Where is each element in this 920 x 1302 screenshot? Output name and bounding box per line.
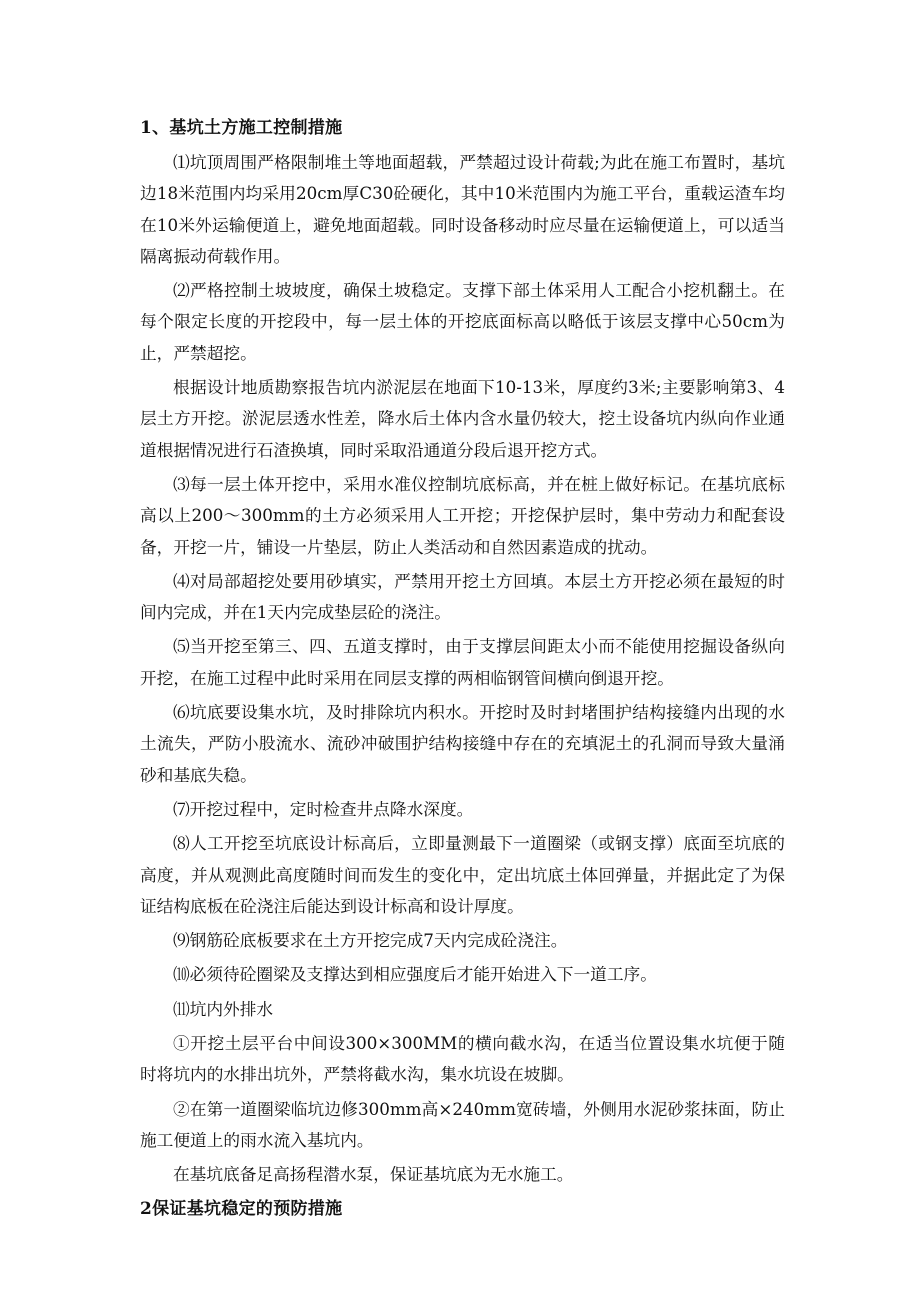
- paragraph: ⑹坑底要设集水坑，及时排除坑内积水。开挖时及时封堵围护结构接缝内出现的水土流失，严防小股流水、流砂冲破围护结构接缝中存在的充填泥土的孔洞而导致大量涌砂和基底失稳。: [140, 702, 785, 785]
- paragraph: ⑼钢筋砼底板要求在土方开挖完成7天内完成砼浇注。: [173, 930, 568, 951]
- paragraph: ⑴坑顶周围严格限制堆土等地面超载，严禁超过设计荷载;为此在施工布置时，基坑边18米范围内均采用20cm厚C30砼硬化，其中10米范围内为施工平台，重载运渣车均在10米外运输便道上，避免地面超载。同时设备移动时应尽量在运输便道上，可以适当隔离振动荷载作用。: [140, 152, 785, 266]
- document-page: [140, 112, 785, 1225]
- paragraph: 根据设计地质勘察报告坑内淤泥层在地面下10-13米，厚度约3米;主要影响第3、4层土方开挖。淤泥层透水性差，降水后土体内含水量仍较大，挖土设备坑内纵向作业通道根据情况进行石渣换填，同时采取沿通道分段后退开挖方式。: [140, 377, 785, 460]
- paragraph: ⑺开挖过程中，定时检查井点降水深度。: [173, 798, 474, 819]
- paragraph: ②在第一道圈梁临坑边修300mm高×240mm宽砖墙，外侧用水泥砂浆抹面，防止施工便道上的雨水流入基坑内。: [140, 1098, 785, 1150]
- section-1-title: 1、基坑土方施工控制措施: [140, 118, 343, 138]
- paragraph: ⑻人工开挖至坑底设计标高后，立即量测最下一道圈梁（或钢支撑）底面至坑底的高度，并从观测此高度随时间而发生的变化中，定出坑底土体回弹量，并据此定了为保证结构底板在砼浇注后能达到设计标高和设计厚度。: [140, 833, 785, 916]
- paragraph: ⑵严格控制土坡坡度，确保土坡稳定。支撑下部土体采用人工配合小挖机翻土。在每个限定长度的开挖段中，每一层土体的开挖底面标高以略低于该层支撑中心50cm为止，严禁超挖。: [140, 280, 785, 363]
- paragraph: 在基坑底备足高扬程潜水泵，保证基坑底为无水施工。: [173, 1164, 574, 1185]
- paragraph: ⑸当开挖至第三、四、五道支撑时，由于支撑层间距太小而不能使用挖掘设备纵向开挖，在施工过程中此时采用在同层支撑的两相临钢管间横向倒退开挖。: [140, 636, 785, 688]
- paragraph: ⑶每一层土体开挖中，采用水准仪控制坑底标高，并在桩上做好标记。在基坑底标高以上200～300mm的土方必须采用人工开挖；开挖保护层时，集中劳动力和配套设备，开挖一片，铺设一片垫层，防止人类活动和自然因素造成的扰动。: [140, 473, 785, 557]
- paragraph: ⑾坑内外排水: [173, 998, 274, 1019]
- paragraph: ⑽必须待砼圈梁及支撑达到相应强度后才能开始进入下一道工序。: [173, 964, 657, 985]
- paragraph: ①开挖土层平台中间设300×300MM的横向截水沟，在适当位置设集水坑便于随时将坑内的水排出坑外，严禁将截水沟，集水坑设在坡脚。: [140, 1033, 785, 1085]
- section-2-title: 2保证基坑稳定的预防措施: [140, 1198, 343, 1219]
- paragraph: ⑷对局部超挖处要用砂填实，严禁用开挖土方回填。本层土方开挖必须在最短的时间内完成，并在1天内完成垫层砼的浇注。: [140, 570, 785, 623]
